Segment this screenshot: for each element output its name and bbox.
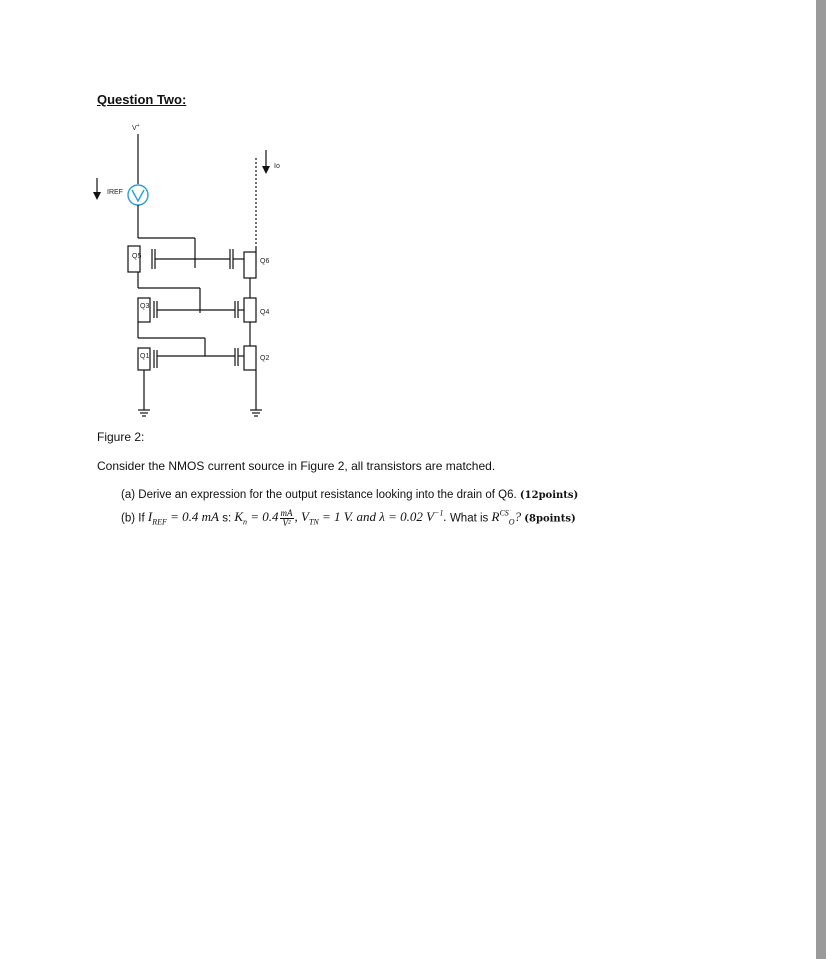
part-b-points: (8points) bbox=[524, 513, 576, 525]
circuit-figure bbox=[80, 118, 300, 418]
part-b bbox=[121, 509, 576, 528]
q6-transistor bbox=[244, 252, 256, 278]
lambda-expression: λ = 0.02 $V^{-1}$. bbox=[379, 509, 447, 525]
part-a-points: (12points) bbox=[519, 490, 579, 501]
kn-expression: $K_n = 0.4$ $\frac{mA}{\text{V²}}$ , bbox=[234, 508, 298, 528]
q3-transistor bbox=[138, 298, 150, 322]
question-text: Consider the NMOS current source in Figure 2, all transistors are matched. bbox=[97, 459, 496, 473]
part-b-sep: s: bbox=[222, 512, 232, 525]
current-source-arrow-icon bbox=[132, 190, 144, 201]
iref-label: IREF bbox=[107, 189, 123, 196]
part-a-text: Derive an expression for the output resistance looking into the drain of Q6. bbox=[138, 489, 517, 501]
q2-transistor bbox=[244, 346, 256, 370]
vtn-expression: $V_{TN} = 1$ V. and bbox=[301, 509, 377, 528]
iref-expression: $I_{REF} = 0.4$ mA bbox=[147, 509, 219, 528]
q5-label: Q5 bbox=[132, 253, 142, 260]
q4-transistor bbox=[244, 298, 256, 322]
window-edge-bar bbox=[816, 0, 826, 959]
iref-arrow-head bbox=[93, 192, 101, 200]
part-b-label: (b) bbox=[121, 512, 136, 525]
question-heading: Question Two: bbox=[97, 92, 187, 107]
q1-label: Q1 bbox=[140, 353, 150, 360]
part-b-prefix: If bbox=[138, 512, 145, 525]
part-b-question: What is bbox=[449, 512, 489, 525]
figure-caption: Figure 2: bbox=[97, 430, 145, 444]
part-a bbox=[121, 489, 578, 501]
q3-label: Q3 bbox=[140, 303, 150, 310]
supply-label: V+ bbox=[132, 123, 140, 132]
io-label: Io bbox=[274, 163, 280, 170]
q6-label: Q6 bbox=[260, 258, 270, 265]
r-expression: $R^{CS}_O$? bbox=[491, 509, 522, 528]
q2-label: Q2 bbox=[260, 355, 270, 362]
q4-label: Q4 bbox=[260, 309, 270, 316]
part-a-label: (a) bbox=[121, 489, 136, 501]
io-arrow-head bbox=[262, 166, 270, 174]
